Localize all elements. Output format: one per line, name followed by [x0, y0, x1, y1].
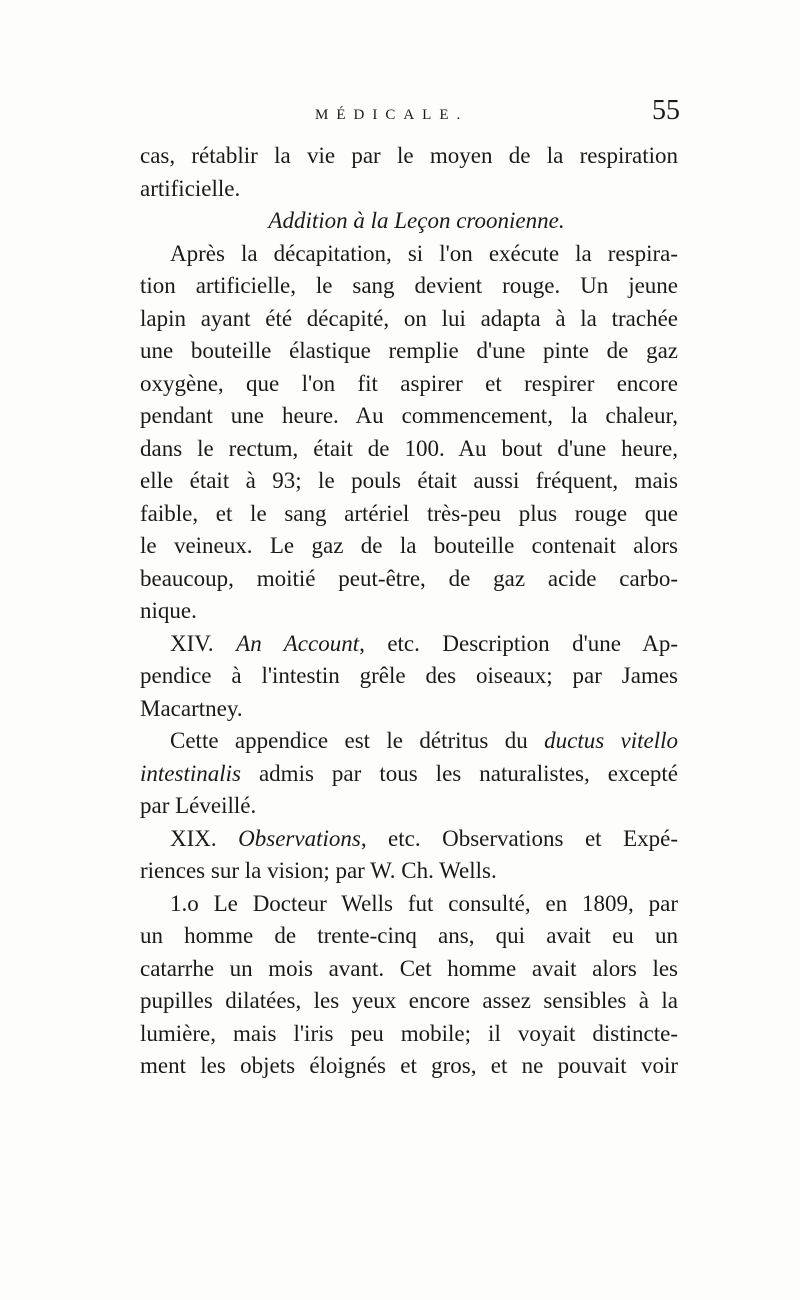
text-line: riences sur la vision; par W. Ch. Wells. — [140, 858, 497, 883]
text-line: Après la décapitation, si l'on exécute la respira- — [170, 240, 678, 266]
text-line: tion artificielle, le sang devient rouge. Un jeune — [140, 273, 678, 298]
text-line: faible, et le sang artériel très-peu plus rouge que — [140, 500, 678, 526]
text-segment: Cette appendice est le détritus du — [170, 728, 545, 753]
article-number: XIV. — [170, 630, 237, 656]
text-line: cas, rétablir la vie par le moyen de la respiration — [140, 143, 678, 168]
text-line: pendice à l'intestin grêle des oiseaux; par James — [140, 663, 678, 688]
text-line: le veineux. Le gaz de la bouteille contenait alors — [140, 533, 678, 558]
text-line — [140, 758, 678, 791]
text-line: par Léveillé. — [140, 793, 257, 818]
text-line: lumière, mais l'iris peu mobile; il voyait distincte- — [140, 1020, 678, 1046]
text-line: pendant une heure. Au commencement, la chaleur, — [140, 403, 678, 428]
text-line: artificielle. — [140, 175, 241, 201]
article-entry-xiv — [140, 628, 678, 661]
article-title: Observations — [238, 825, 361, 851]
article-number: XIX. — [170, 825, 239, 851]
running-head: MÉDICALE. — [315, 107, 469, 123]
page-header — [140, 95, 680, 135]
page-number: 55 — [652, 95, 680, 126]
text-segment: admis par tous les naturalistes, excepté — [240, 760, 678, 786]
text-line: catarrhe un mois avant. Cet homme avait alors les — [140, 955, 678, 981]
section-heading: Addition à la Leçon croonienne. — [268, 208, 565, 233]
text-line: 1.o Le Docteur Wells fut consulté, en 1809, par — [170, 890, 678, 916]
text-line: nique. — [140, 598, 197, 623]
latin-term: intestinalis — [140, 760, 241, 786]
text-line: beaucoup, moitié peut-être, de gaz acide carbo- — [140, 565, 678, 591]
article-title: An Account — [236, 630, 360, 656]
text-line: oxygène, que l'on fit aspirer et respirer encore — [140, 370, 678, 396]
text-line: ment les objets éloignés et gros, et ne pouvait voir — [140, 1053, 678, 1078]
text-line: Macartney. — [140, 695, 243, 721]
text-segment: , etc. Description d'une Ap- — [359, 630, 678, 656]
text-line: un homme de trente-cinq ans, qui avait eu un — [140, 923, 678, 948]
text-line: pupilles dilatées, les yeux encore assez sensibles à la — [140, 988, 678, 1013]
text-line: elle était à 93; le pouls était aussi fréquent, mais — [140, 468, 678, 493]
text-line: lapin ayant été décapité, on lui adapta à la trachée — [140, 305, 678, 331]
text-line: dans le rectum, était de 100. Au bout d'une heure, — [140, 435, 678, 461]
text-segment: , etc. Observations et Expé- — [360, 825, 678, 851]
page-body — [140, 140, 678, 1083]
text-line — [140, 725, 678, 758]
article-entry-xix — [140, 823, 678, 856]
text-line: une bouteille élastique remplie d'une pinte de gaz — [140, 338, 678, 363]
latin-term: ductus vitello — [544, 728, 679, 753]
